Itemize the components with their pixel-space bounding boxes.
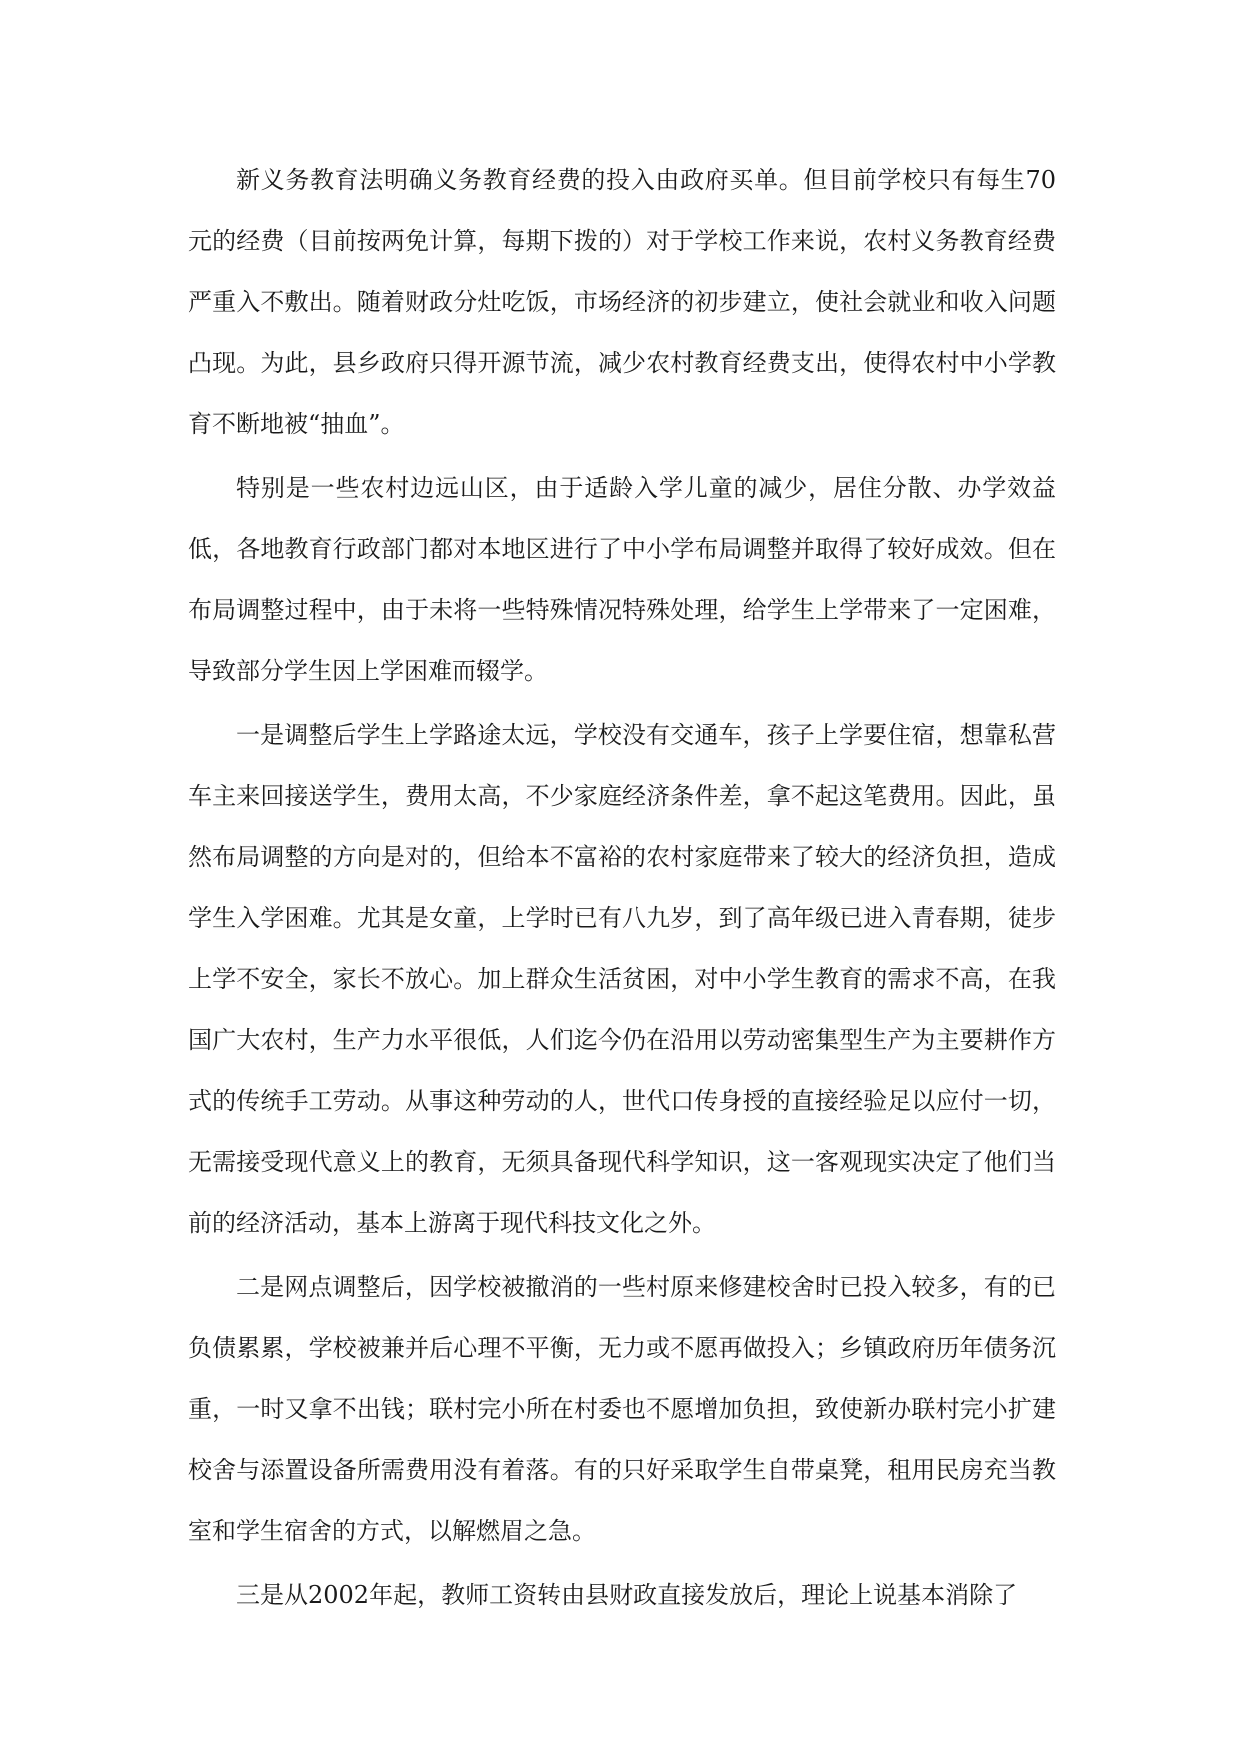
paragraph-point-three: 三是从2002年起，教师工资转由县财政直接发放后，理论上说基本消除了 [236, 1581, 1018, 1609]
paragraph-point-one: 一是调整后学生上学路途太远，学校没有交通车，孩子上学要住宿，想靠私营车主来回接送学生，费用太高，不少家庭经济条件差，拿不起这笔费用。因此，虽然布局调整的方向是对的，但给本不富裕的农村家庭带来了较大的经济负担，造成学生入学困难。尤其是女童，上学时已有八九岁，到了高年级已进入青春期，徒步上学不安全，家长不放心。加上群众生活贫困，对中小学生教育的需求不高，在我国广大农村，生产力水平很低，人们迄今仍在沿用以劳动密集型生产为主要耕作方式的传统手工劳动。从事这种劳动的人，世代口传身授的直接经验足以应付一切，无需接受现代意义上的教育，无须具备现代科学知识，这一客观现实决定了他们当前的经济活动，基本上游离于现代科技文化之外。 [188, 721, 1056, 1237]
paragraph-funding: 新义务教育法明确义务教育经费的投入由政府买单。但目前学校只有每生70元的经费（目前按两免计算，每期下拨的）对于学校工作来说，农村义务教育经费严重入不敷出。随着财政分灶吃饭，市场经济的初步建立，使社会就业和收入问题凸现。为此，县乡政府只得开源节流，减少农村教育经费支出，使得农村中小学教育不断地被“抽血”。 [188, 166, 1056, 438]
paragraph-point-two: 二是网点调整后，因学校被撤消的一些村原来修建校舍时已投入较多，有的已负债累累，学校被兼并后心理不平衡，无力或不愿再做投入；乡镇政府历年债务沉重，一时又拿不出钱；联村完小所在村委也不愿增加负担，致使新办联村完小扩建校舍与添置设备所需费用没有着落。有的只好采取学生自带桌凳，租用民房充当教室和学生宿舍的方式，以解燃眉之急。 [188, 1273, 1056, 1545]
paragraph-layout-adjustment: 特别是一些农村边远山区，由于适龄入学儿童的减少，居住分散、办学效益低，各地教育行政部门都对本地区进行了中小学布局调整并取得了较好成效。但在布局调整过程中，由于未将一些特殊情况特殊处理，给学生上学带来了一定困难，导致部分学生因上学困难而辍学。 [188, 474, 1056, 685]
document-body [188, 150, 1056, 1629]
